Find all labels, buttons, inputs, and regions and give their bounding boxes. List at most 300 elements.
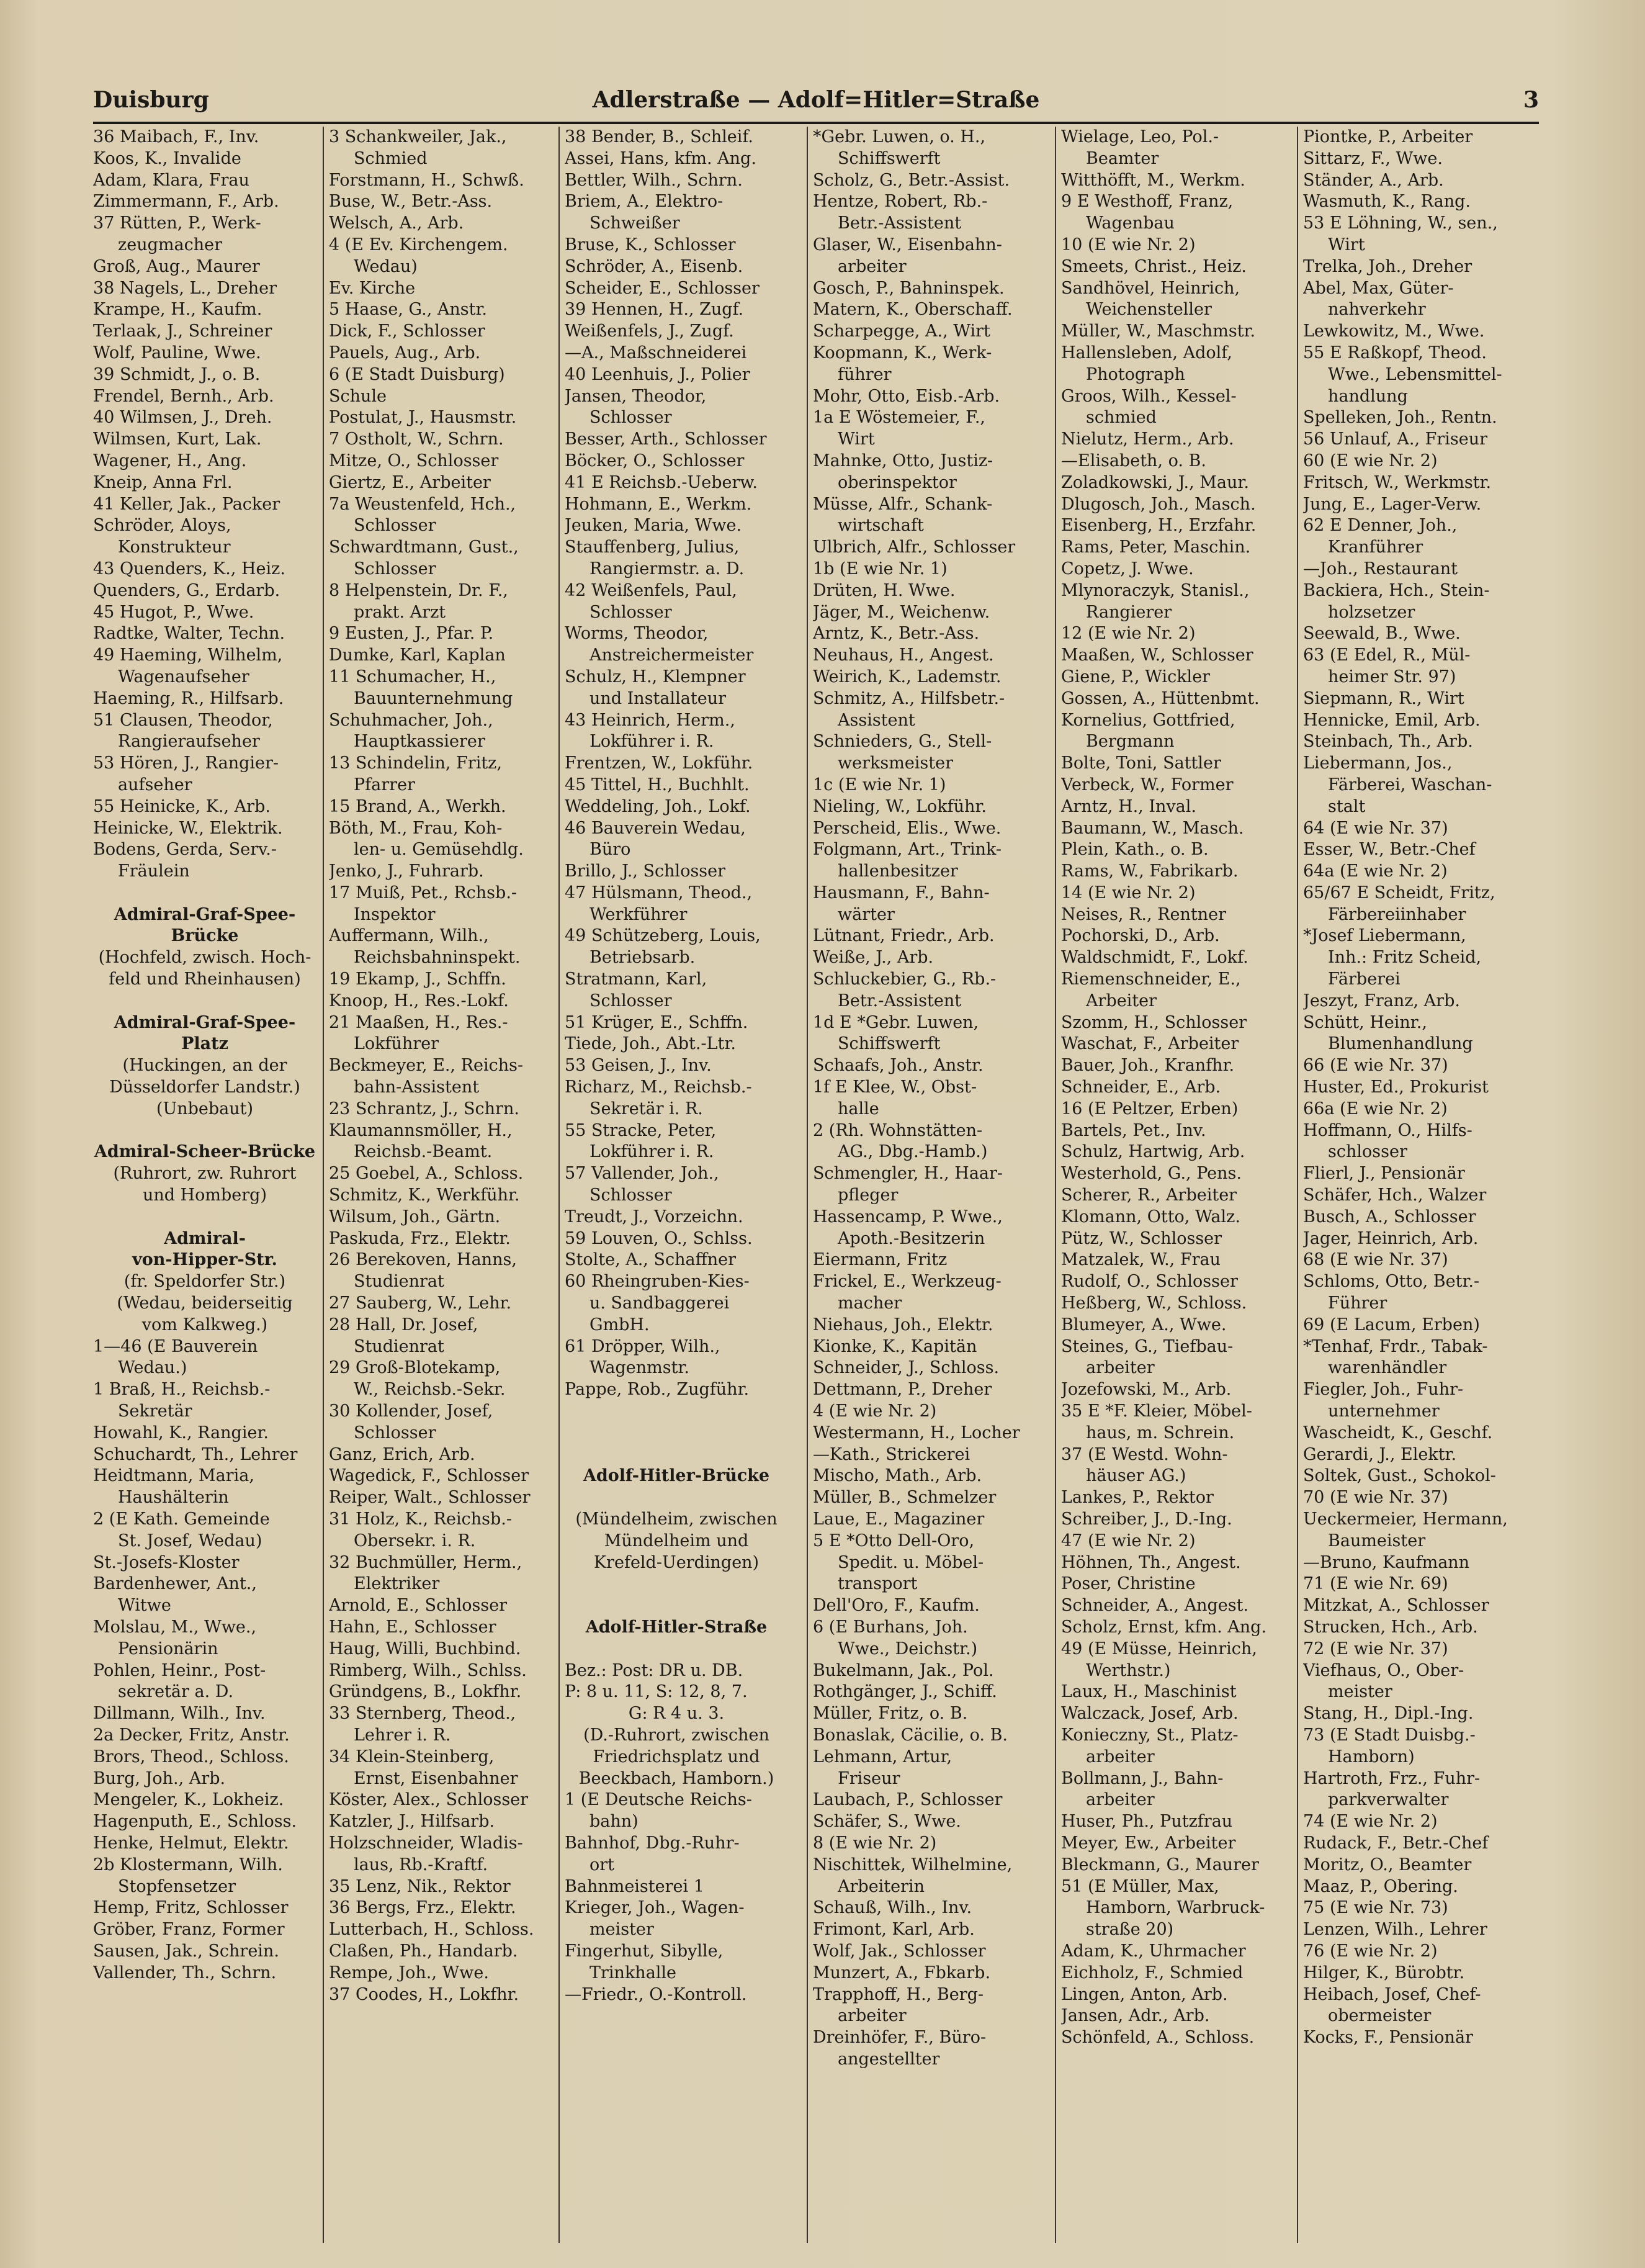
directory-entry-line: 35 E *F. Kleier, Möbel- (1061, 1402, 1252, 1421)
directory-entry-line: Gossen, A., Hüttenbmt. (1061, 688, 1260, 708)
directory-entry-line: 21 Maaßen, H., Res.- (329, 1012, 508, 1032)
directory-entry-line: Kornelius, Gottfried, (1061, 710, 1235, 730)
blank-line (565, 1595, 788, 1617)
directory-entry-line: Hamborn) (1328, 1747, 1415, 1766)
directory-column-4 (813, 127, 1036, 2249)
header-city: Duisburg (93, 87, 209, 113)
directory-entry-line: 60 Rheingruben-Kies- (565, 1272, 750, 1292)
directory-entry-line: Pappe, Rob., Zugführ. (565, 1380, 750, 1400)
directory-entry-line: Knoop, H., Res.-Lokf. (329, 991, 509, 1010)
directory-entry-line: Brors, Theod., Schloss. (93, 1747, 289, 1766)
directory-entry-line: 76 (E wie Nr. 2) (1303, 1941, 1438, 1961)
directory-entry-line: schlosser (1328, 1142, 1407, 1162)
directory-entry-line: Wirt (1328, 235, 1365, 254)
directory-entry-line: Dreinhöfer, F., Büro- (813, 2028, 987, 2048)
directory-entry-line: Bergmann (1086, 732, 1175, 752)
directory-entry-line: Färberei (1328, 970, 1401, 989)
directory-entry-line: Maaßen, W., Schlosser (1061, 646, 1253, 665)
directory-entry-line: Gründgens, B., Lokfhr. (329, 1682, 522, 1702)
directory-entry-line: 43 Heinrich, Herm., (565, 710, 735, 730)
directory-entry-line: pfleger (838, 1186, 899, 1205)
directory-entry-line: Esser, W., Betr.-Chef (1303, 840, 1476, 860)
directory-entry-line: Schmengler, H., Haar- (813, 1164, 1003, 1184)
directory-entry-line: Howahl, K., Rangier. (93, 1423, 269, 1442)
directory-column-1 (93, 127, 316, 2249)
street-description: (Unbebaut) (156, 1099, 254, 1118)
directory-entry-line: Lewkowitz, M., Wwe. (1303, 322, 1485, 341)
directory-entry-line: Bartels, Pet., Inv. (1061, 1120, 1206, 1140)
directory-entry-line: Nieling, W., Lokführ. (813, 796, 987, 816)
directory-entry-line: Weirich, K., Lademstr. (813, 667, 1002, 686)
directory-entry-line: prakt. Arzt (354, 602, 446, 622)
directory-entry-line: Hennicke, Emil, Arb. (1303, 710, 1481, 730)
directory-entry-line: Weichensteller (1086, 300, 1212, 320)
directory-entry-line: Frendel, Bernh., Arb. (93, 386, 274, 406)
directory-entry-line: Sekretär (118, 1402, 192, 1421)
directory-entry-line: handlung (1328, 386, 1408, 406)
directory-entry-line: Buse, W., Betr.-Ass. (329, 192, 493, 212)
street-heading: Platz (181, 1034, 228, 1054)
street-description: Krefeld-Uerdingen) (593, 1552, 760, 1572)
directory-entry-line: Pauels, Aug., Arb. (329, 343, 481, 362)
directory-entry-line: Liebermann, Jos., (1303, 754, 1453, 773)
directory-entry-line: St.-Josefs-Kloster (93, 1552, 240, 1572)
directory-entry-line: Arntz, H., Inval. (1061, 796, 1196, 816)
directory-entry-line: Rimberg, Wilh., Schlss. (329, 1660, 527, 1680)
directory-entry-line: Krieger, Joh., Wagen- (565, 1898, 745, 1918)
directory-entry-line: Lingen, Anton, Arb. (1061, 1984, 1228, 2004)
directory-entry-line: Frimont, Karl, Arb. (813, 1920, 975, 1940)
directory-entry-line: 68 (E wie Nr. 37) (1303, 1250, 1448, 1270)
directory-entry-line: Auffermann, Wilh., (329, 926, 489, 946)
directory-entry-line: Schlosser (354, 1423, 436, 1442)
directory-entry-line: Ganz, Erich, Arb. (329, 1444, 475, 1464)
directory-entry-line: 1b (E wie Nr. 1) (813, 559, 948, 578)
directory-entry-line: Wagener, H., Ang. (93, 451, 247, 470)
directory-entry-line: Lankes, P., Rektor (1061, 1488, 1214, 1508)
directory-entry-line: Molslau, M., Wwe., (93, 1617, 257, 1637)
directory-entry-line: Klomann, Otto, Walz. (1061, 1207, 1240, 1226)
directory-entry-line: Schmied (354, 148, 428, 168)
blank-line (93, 883, 316, 904)
directory-entry-line: Wedau) (354, 256, 418, 276)
directory-entry-line: 25 Goebel, A., Schloss. (329, 1164, 524, 1184)
directory-entry-line: Jozefowski, M., Arb. (1061, 1380, 1232, 1400)
directory-entry-line: Dick, F., Schlosser (329, 322, 485, 341)
directory-entry-line: warenhändler (1328, 1358, 1447, 1378)
directory-entry-line: P: 8 u. 11, S: 12, 8, 7. (565, 1682, 748, 1702)
directory-entry-line: Bahnmeisterei 1 (565, 1876, 704, 1896)
directory-entry-line: 39 Schmidt, J., o. B. (93, 364, 261, 384)
directory-entry-line: Waldschmidt, F., Lokf. (1061, 948, 1248, 968)
directory-entry-line: meister (589, 1920, 654, 1940)
directory-entry-line: Trapphoff, H., Berg- (813, 1984, 984, 2004)
directory-column-5 (1061, 127, 1284, 2249)
directory-entry-line: 2a Decker, Fritz, Anstr. (93, 1725, 290, 1745)
directory-entry-line: Büro (589, 840, 631, 860)
header-street-range: Adlerstraße — Adolf=Hitler=Straße (592, 87, 1040, 113)
directory-entry-line: Seewald, B., Wwe. (1303, 624, 1461, 644)
directory-entry-line: Hemp, Fritz, Schlosser (93, 1898, 289, 1918)
directory-entry-line: 27 Sauberg, W., Lehr. (329, 1294, 512, 1313)
directory-entry-line: 62 E Denner, Joh., (1303, 516, 1458, 536)
directory-entry-line: 39 Hennen, H., Zugf. (565, 300, 744, 320)
directory-entry-line: Fingerhut, Sibylle, (565, 1941, 724, 1961)
directory-entry-line: Arnold, E., Schlosser (329, 1596, 508, 1616)
blank-line (93, 1120, 316, 1142)
directory-entry-line: heimer Str. 97) (1328, 667, 1456, 686)
directory-entry-line: Werthstr.) (1086, 1660, 1171, 1680)
directory-entry-line: *Gebr. Luwen, o. H., (813, 127, 986, 146)
directory-entry-line: 4 (E Ev. Kirchengem. (329, 235, 508, 254)
directory-entry-line: 13 Schindelin, Fritz, (329, 754, 502, 773)
directory-entry-line: Wilsum, Joh., Gärtn. (329, 1207, 501, 1226)
directory-entry-line: Bleckmann, G., Maurer (1061, 1855, 1259, 1874)
directory-entry-line: werksmeister (838, 754, 954, 773)
directory-entry-line: 53 E Löhning, W., sen., (1303, 214, 1498, 233)
directory-entry-line: Pensionärin (118, 1639, 218, 1658)
directory-entry-line: straße 20) (1086, 1920, 1174, 1940)
directory-entry-line: Bardenhewer, Ant., (93, 1574, 257, 1594)
directory-entry-line: Verbeck, W., Former (1061, 775, 1234, 794)
directory-entry-line: Färbereiinhaber (1328, 904, 1466, 924)
directory-entry-line: Abel, Max, Güter- (1303, 278, 1454, 298)
directory-column-6 (1303, 127, 1526, 2249)
directory-entry-line: halle (838, 1099, 879, 1118)
blank-line (565, 1573, 788, 1595)
street-description: Mündelheim und (604, 1531, 749, 1550)
directory-entry-line: 59 Louven, O., Schlss. (565, 1228, 753, 1248)
column-divider (323, 127, 324, 2243)
directory-entry-line: Bahnhof, Dbg.-Ruhr- (565, 1833, 740, 1853)
directory-entry-line: 61 Dröpper, Wilh., (565, 1336, 720, 1356)
directory-entry-line: Höhnen, Th., Angest. (1061, 1552, 1241, 1572)
directory-entry-line: Bauunternehmung (354, 688, 513, 708)
directory-entry-line: —Joh., Restaurant (1303, 559, 1458, 578)
directory-entry-line: Bonaslak, Cäcilie, o. B. (813, 1725, 1008, 1745)
directory-entry-line: Hassencamp, P. Wwe., (813, 1207, 1003, 1226)
directory-entry-line: Obersekr. i. R. (354, 1531, 476, 1550)
directory-entry-line: Huser, Ph., Putzfrau (1061, 1812, 1233, 1832)
directory-entry-line: 40 Leenhuis, J., Polier (565, 364, 750, 384)
directory-entry-line: Müller, Fritz, o. B. (813, 1704, 968, 1724)
directory-entry-line: Lutterbach, H., Schloss. (329, 1920, 534, 1940)
directory-entry-line: Postulat, J., Hausmstr. (329, 408, 517, 428)
directory-entry-line: Heßberg, W., Schloss. (1061, 1294, 1247, 1313)
street-description: Beeckbach, Hamborn.) (578, 1768, 774, 1788)
directory-entry-line: Terlaak, J., Schreiner (93, 322, 272, 341)
directory-entry-line: Betr.-Assistent (838, 991, 962, 1010)
directory-entry-line: Bauer, Joh., Kranfhr. (1061, 1056, 1235, 1076)
directory-entry-line: Poser, Christine (1061, 1574, 1196, 1594)
directory-entry-line: Mohr, Otto, Eisb.-Arb. (813, 386, 1000, 406)
street-description: G: R 4 u. 3. (628, 1704, 725, 1724)
directory-entry-line: Baumeister (1328, 1531, 1426, 1550)
directory-entry-line: Pohlen, Heinr., Post- (93, 1660, 266, 1680)
directory-entry-line: Pfarrer (354, 775, 415, 794)
directory-entry-line: Beckmeyer, E., Reichs- (329, 1056, 524, 1076)
directory-entry-line: Jansen, Adr., Arb. (1061, 2006, 1210, 2026)
directory-entry-line: Müsse, Alfr., Schank- (813, 494, 993, 514)
directory-entry-line: 14 (E wie Nr. 2) (1061, 883, 1196, 902)
directory-entry-line: Schneider, A., Angest. (1061, 1596, 1249, 1616)
column-divider (807, 127, 808, 2243)
directory-entry-line: häuser AG.) (1086, 1466, 1186, 1486)
directory-entry-line: Friseur (838, 1768, 900, 1788)
directory-entry-line: Adam, Klara, Frau (93, 170, 249, 190)
directory-entry-line: Klaumannsmöller, H., (329, 1120, 513, 1140)
directory-entry-line: obermeister (1328, 2006, 1432, 2026)
directory-entry-line: 15 Brand, A., Werkh. (329, 796, 506, 816)
directory-entry-line: 2 (E Kath. Gemeinde (93, 1510, 270, 1529)
directory-entry-line: oberinspektor (838, 472, 957, 492)
directory-entry-line: Huster, Ed., Prokurist (1303, 1078, 1489, 1097)
directory-entry-line: Laux, H., Maschinist (1061, 1682, 1237, 1702)
column-divider (558, 127, 560, 2243)
directory-entry-line: Inh.: Fritz Scheid, (1328, 948, 1482, 968)
directory-entry-line: Szomm, H., Schlosser (1061, 1012, 1247, 1032)
directory-entry-line: Briem, A., Elektro- (565, 192, 724, 212)
directory-entry-line: Rams, Peter, Maschin. (1061, 538, 1251, 557)
directory-entry-line: Busch, A., Schlosser (1303, 1207, 1476, 1226)
directory-entry-line: Fiegler, Joh., Fuhr- (1303, 1380, 1464, 1400)
directory-entry-line: Flierl, J., Pensionär (1303, 1164, 1465, 1184)
directory-entry-line: 49 Schützeberg, Louis, (565, 926, 761, 946)
directory-entry-line: Mengeler, K., Lokheiz. (93, 1790, 284, 1810)
directory-entry-line: bahn-Assistent (354, 1078, 480, 1097)
directory-entry-line: —A., Maßschneiderei (565, 343, 747, 362)
directory-entry-line: Weddeling, Joh., Lokf. (565, 796, 751, 816)
directory-entry-line: 4 (E wie Nr. 2) (813, 1402, 937, 1421)
directory-entry-line: Witwe (118, 1596, 171, 1616)
directory-entry-line: Frentzen, W., Lokführ. (565, 754, 753, 773)
directory-entry-line: 60 (E wie Nr. 2) (1303, 451, 1438, 470)
directory-entry-line: Jeuken, Maria, Wwe. (565, 516, 742, 536)
directory-entry-line: Fräulein (118, 862, 190, 881)
directory-entry-line: Siepmann, R., Wirt (1303, 688, 1464, 708)
directory-entry-line: Schlosser (589, 602, 672, 622)
directory-entry-line: Mitze, O., Schlosser (329, 451, 499, 470)
directory-entry-line: bahn) (589, 1812, 639, 1832)
directory-entry-line: Rothgänger, J., Schiff. (813, 1682, 997, 1702)
directory-entry-line: 5 Haase, G., Anstr. (329, 300, 487, 320)
directory-entry-line: 17 Muiß, Pet., Rchsb.- (329, 883, 518, 902)
directory-entry-line: Inspektor (354, 904, 436, 924)
directory-entry-line: Schneider, J., Schloss. (813, 1358, 1000, 1378)
directory-entry-line: Haushälterin (118, 1488, 229, 1508)
directory-entry-line: Jager, Heinrich, Arb. (1303, 1228, 1479, 1248)
directory-entry-line: Ueckermeier, Hermann, (1303, 1510, 1508, 1529)
directory-entry-line: 1c (E wie Nr. 1) (813, 775, 946, 794)
directory-entry-line: Quenders, G., Erdarb. (93, 580, 280, 600)
directory-entry-line: Westermann, H., Locher (813, 1423, 1020, 1442)
directory-entry-line: Tiede, Joh., Abt.-Ltr. (565, 1034, 736, 1054)
directory-entry-line: Plein, Kath., o. B. (1061, 840, 1209, 860)
directory-entry-line: 8 Helpenstein, Dr. F., (329, 580, 508, 600)
directory-entry-line: len- u. Gemüsehdlg. (354, 840, 524, 860)
directory-entry-line: Wascheidt, K., Geschf. (1303, 1423, 1493, 1442)
directory-entry-line: Wedau.) (118, 1358, 187, 1378)
blank-line (565, 1639, 788, 1660)
directory-entry-line: 1f E Klee, W., Obst- (813, 1078, 977, 1097)
directory-entry-line: Gröber, Franz, Former (93, 1920, 285, 1940)
directory-entry-line: 64 (E wie Nr. 37) (1303, 818, 1448, 838)
directory-entry-line: Schloms, Otto, Betr.- (1303, 1272, 1480, 1292)
directory-entry-line: Wielage, Leo, Pol.- (1061, 127, 1219, 146)
directory-entry-line: Böcker, O., Schlosser (565, 451, 745, 470)
directory-entry-line: 73 (E Stadt Duisbg.- (1303, 1725, 1476, 1745)
directory-entry-line: Schlosser (589, 1186, 672, 1205)
directory-entry-line: Frickel, E., Werkzeug- (813, 1272, 1002, 1292)
directory-entry-line: Anstreichermeister (589, 646, 754, 665)
directory-entry-line: Spelleken, Joh., Rentn. (1303, 408, 1497, 428)
directory-entry-line: Schluckebier, G., Rb.- (813, 970, 997, 989)
directory-entry-line: Fritsch, W., Werkmstr. (1303, 472, 1492, 492)
directory-entry-line: Böth, M., Frau, Koh- (329, 818, 503, 838)
directory-column-2 (329, 127, 552, 2249)
directory-entry-line: Glaser, W., Eisenbahn- (813, 235, 1002, 254)
directory-entry-line: Hausmann, F., Bahn- (813, 883, 990, 902)
directory-entry-line: und Installateur (589, 688, 726, 708)
directory-entry-line: 49 Haeming, Wilhelm, (93, 646, 283, 665)
directory-entry-line: macher (838, 1294, 902, 1313)
directory-entry-line: Laue, E., Magaziner (813, 1510, 985, 1529)
directory-entry-line: Steinbach, Th., Arb. (1303, 732, 1473, 752)
directory-entry-line: 11 Schumacher, H., (329, 667, 496, 686)
directory-entry-line: Copetz, J. Wwe. (1061, 559, 1194, 578)
directory-entry-line: Trinkhalle (589, 1963, 677, 1982)
directory-entry-line: 3 Schankweiler, Jak., (329, 127, 507, 146)
directory-entry-line: 41 Keller, Jak., Packer (93, 494, 280, 514)
directory-entry-line: Krampe, H., Kaufm. (93, 300, 262, 320)
directory-entry-line: Koos, K., Invalide (93, 148, 241, 168)
directory-entry-line: 56 Unlauf, A., Friseur (1303, 430, 1488, 449)
directory-entry-line: 46 Bauverein Wedau, (565, 818, 746, 838)
directory-entry-line: 5 E *Otto Dell-Oro, (813, 1531, 975, 1550)
street-heading: Admiral-Graf-Spee- (114, 904, 296, 924)
street-heading: Adolf-Hitler-Brücke (583, 1466, 770, 1486)
directory-entry-line: —Friedr., O.-Kontroll. (565, 1984, 747, 2004)
directory-entry-line: Munzert, A., Fbkarb. (813, 1963, 991, 1982)
directory-entry-line: arbeiter (838, 256, 907, 276)
directory-entry-line: 66 (E wie Nr. 37) (1303, 1056, 1448, 1076)
directory-entry-line: Schmitz, A., Hilfsbetr.- (813, 688, 1005, 708)
directory-entry-line: arbeiter (1086, 1747, 1155, 1766)
directory-entry-line: 2b Klostermann, Wilh. (93, 1855, 283, 1874)
directory-entry-line: 63 (E Edel, R., Mül- (1303, 646, 1471, 665)
directory-entry-line: 49 (E Müsse, Heinrich, (1061, 1639, 1257, 1658)
directory-entry-line: hallenbesitzer (838, 862, 958, 881)
directory-entry-line: Mahnke, Otto, Justiz- (813, 451, 993, 470)
directory-entry-line: Reichsb.-Beamt. (354, 1142, 493, 1162)
directory-entry-line: Lokführer i. R. (589, 1142, 714, 1162)
directory-entry-line: Wasmuth, K., Rang. (1303, 192, 1471, 212)
directory-entry-line: Schulz, Hartwig, Arb. (1061, 1142, 1245, 1162)
directory-entry-line: 65/67 E Scheidt, Fritz, (1303, 883, 1495, 902)
directory-entry-line: transport (838, 1574, 918, 1594)
directory-entry-line: Eisenberg, H., Erzfahr. (1061, 516, 1257, 536)
directory-entry-line: Kocks, F., Pensionär (1303, 2028, 1473, 2048)
directory-entry-line: 74 (E wie Nr. 2) (1303, 1812, 1438, 1832)
directory-entry-line: Schulz, H., Klempner (565, 667, 746, 686)
directory-entry-line: aufseher (118, 775, 192, 794)
directory-entry-line: Ständer, A., Arb. (1303, 170, 1444, 190)
directory-entry-line: Meyer, Ew., Arbeiter (1061, 1833, 1236, 1853)
directory-entry-line: Steines, G., Tiefbau- (1061, 1336, 1234, 1356)
directory-entry-line: St. Josef, Wedau) (118, 1531, 262, 1550)
directory-entry-line: Maaz, P., Obering. (1303, 1876, 1458, 1896)
directory-entry-line: Studienrat (354, 1336, 444, 1356)
directory-entry-line: Schröder, Aloys, (93, 516, 231, 536)
directory-entry-line: Schäfer, S., Wwe. (813, 1812, 961, 1832)
directory-entry-line: Schlosser (354, 516, 436, 536)
directory-entry-line: 8 (E wie Nr. 2) (813, 1833, 937, 1853)
directory-entry-line: Wolf, Pauline, Wwe. (93, 343, 261, 362)
street-description: (Ruhrort, zw. Ruhrort (113, 1164, 297, 1184)
directory-column-3 (565, 127, 788, 2249)
directory-entry-line: Apoth.-Besitzerin (838, 1228, 985, 1248)
directory-entry-line: 70 (E wie Nr. 37) (1303, 1488, 1448, 1508)
directory-entry-line: Mitzkat, A., Schlosser (1303, 1596, 1489, 1616)
directory-entry-line: Piontke, P., Arbeiter (1303, 127, 1473, 146)
directory-entry-line: Folgmann, Art., Trink- (813, 840, 1002, 860)
directory-entry-line: Arbeiterin (838, 1876, 925, 1896)
directory-entry-line: *Tenhaf, Frdr., Tabak- (1303, 1336, 1488, 1356)
directory-entry-line: Pütz, W., Schlosser (1061, 1228, 1222, 1248)
directory-entry-line: Hoffmann, O., Hilfs- (1303, 1120, 1472, 1140)
street-description: (fr. Speldorfer Str.) (123, 1272, 286, 1292)
directory-entry-line: Schütt, Heinr., (1303, 1012, 1427, 1032)
directory-entry-line: Ev. Kirche (329, 278, 416, 298)
directory-entry-line: Forstmann, H., Schwß. (329, 170, 524, 190)
directory-entry-line: meister (1328, 1682, 1392, 1702)
directory-entry-line: Laubach, P., Schlosser (813, 1790, 1003, 1810)
directory-entry-line: 37 Rütten, P., Werk- (93, 214, 261, 233)
page-header (93, 86, 1539, 124)
directory-entry-line: 36 Bergs, Frz., Elektr. (329, 1898, 516, 1918)
directory-entry-line: Heinicke, W., Elektrik. (93, 818, 283, 838)
blank-line (565, 1423, 788, 1444)
directory-entry-line: arbeiter (838, 2006, 907, 2026)
directory-entry-line: Baumann, W., Masch. (1061, 818, 1244, 838)
blank-line (565, 1487, 788, 1509)
directory-entry-line: Schuchardt, Th., Lehrer (93, 1444, 298, 1464)
directory-entry-line: Hentze, Robert, Rb.- (813, 192, 988, 212)
directory-entry-line: Scherer, R., Arbeiter (1061, 1186, 1237, 1205)
directory-entry-line: —Elisabeth, o. B. (1061, 451, 1206, 470)
directory-entry-line: Eiermann, Fritz (813, 1250, 948, 1270)
directory-entry-line: Rangiermstr. a. D. (589, 559, 745, 578)
directory-entry-line: Betr.-Assistent (838, 214, 962, 233)
directory-entry-line: *Josef Liebermann, (1303, 926, 1466, 946)
directory-entry-line: ort (589, 1855, 615, 1874)
directory-entry-line: Blumeyer, A., Wwe. (1061, 1315, 1227, 1334)
directory-entry-line: Weiße, J., Arb. (813, 948, 934, 968)
directory-entry-line: Bollmann, J., Bahn- (1061, 1768, 1224, 1788)
directory-entry-line: Werkführer (589, 904, 688, 924)
directory-entry-line: 55 E Raßkopf, Theod. (1303, 343, 1487, 362)
directory-entry-line: Besser, Arth., Schlosser (565, 430, 767, 449)
directory-entry-line: Trelka, Joh., Dreher (1303, 256, 1472, 276)
directory-entry-line: Westerhold, G., Pens. (1061, 1164, 1242, 1184)
directory-entry-line: 1—46 (E Bauverein (93, 1336, 258, 1356)
directory-entry-line: 33 Sternberg, Theod., (329, 1704, 516, 1724)
directory-entry-line: Müller, B., Schmelzer (813, 1488, 997, 1508)
directory-entry-line: 6 (E Burhans, Joh. (813, 1617, 968, 1637)
directory-entry-line: Wolf, Jak., Schlosser (813, 1941, 986, 1961)
directory-entry-line: Moritz, O., Beamter (1303, 1855, 1472, 1874)
directory-entry-line: 29 Groß-Blotekamp, (329, 1358, 501, 1378)
